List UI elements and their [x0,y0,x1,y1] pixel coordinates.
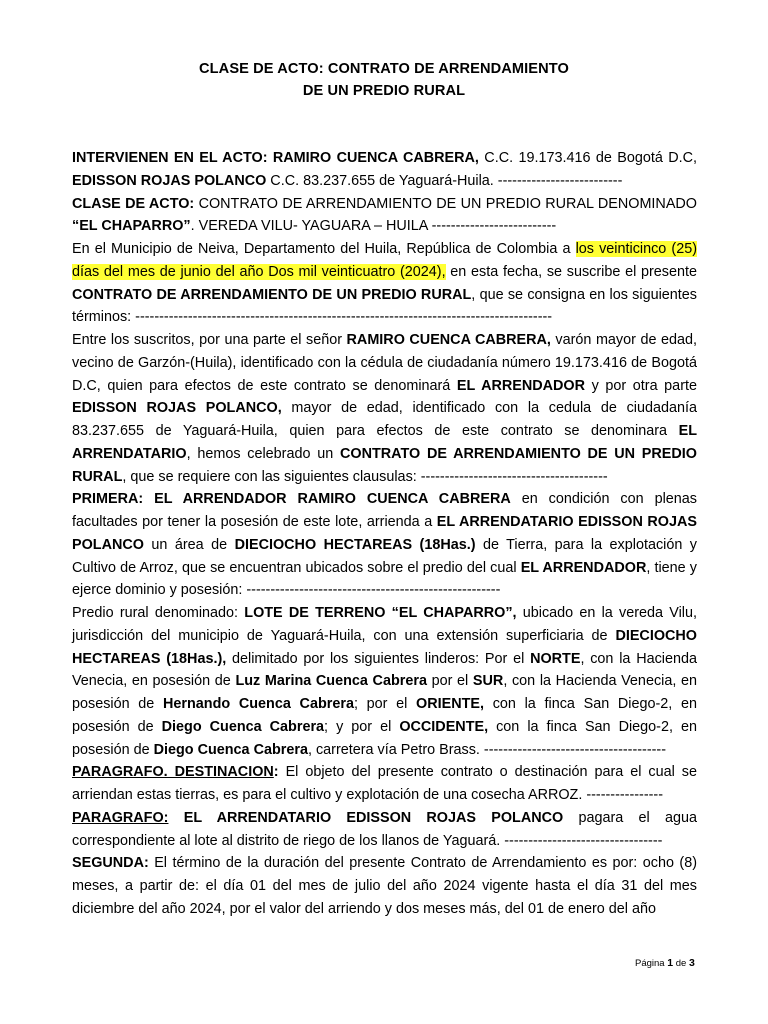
text-run: Predio rural denominado: [72,605,245,621]
paragraph-predio [72,602,697,761]
text-run: C.C. 83.237.655 de Yaguará-Huila. -------------------------- [266,172,623,189]
text-run: ; por el [353,696,417,712]
text-run: LOTE DE TERRENO “EL CHAPARRO”, [244,605,517,621]
paragraph-primera [72,488,697,602]
text-run: Diego Cuenca Cabrera [153,741,308,758]
text-run: PRIMERA: EL ARRENDADOR RAMIRO CUENCA CABRERA [72,491,511,508]
text-run: ; y por el [324,718,400,735]
text-run: , que se consigna en los siguientes términos: --------------------------------------------------------------------------------------- [72,286,697,326]
text-run: ubicado en la vereda Vilu, jurisdicción del municipio de Yaguará-Huila, con una extensión superficiaria de [72,605,698,644]
text-run: , con la Hacienda Venecia, en posesión de [72,673,697,712]
text-run: EL ARRENDADOR [520,559,647,576]
text-run: Diego Cuenca Cabrera [161,718,325,735]
text-run: un área de [143,536,235,553]
text-run: EL ARRENDATARIO EDISSON ROJAS POLANCO [72,514,697,553]
text-run: PARAGRAFO. DESTINACION [72,764,274,781]
text-run: SUR [472,673,504,690]
text-run: , tiene y ejerce dominio y posesión: ----------------------------------------------------- [72,559,697,599]
text-run: EDISSON ROJAS POLANCO, [72,400,282,417]
paragraph-suscritos [72,329,697,488]
text-run: RAMIRO CUENCA CABRERA, [346,332,551,348]
text-run: EDISSON ROJAS POLANCO [72,172,267,189]
text-run: PARAGRAFO: [72,809,169,826]
text-run: de Tierra, para la explotación y Cultivo de Arroz, que se encuentran ubicados sobre el predio del cual [72,536,697,576]
text-run: C.C. 19.173.416 de Bogotá D.C, [478,150,697,166]
text-run: , carretera vía Petro Brass. -------------------------------------- [307,741,667,758]
paragraph-clase-de-acto [72,193,697,239]
paragraph-segunda [72,852,697,920]
text-run: varón mayor de edad, vecino de Garzón-(Huila), identificado con la cédula de ciudadanía número 19.173.416 de Bogotá D.C, quien para efectos de este contrato se denominará [72,332,697,394]
text-run: en esta fecha, se suscribe el presente [445,263,698,280]
total-pages-number: 3 [688,957,695,969]
text-run: DIECIOCHO HECTAREAS (18Has.), [72,627,697,667]
text-run: El objeto del presente contrato o destinación para el cual se arriendan estas tierras, es para el cultivo y explotación de una cosecha ARROZ. ---------------- [72,764,697,803]
page-label: Página [635,958,665,969]
paragraph-paragrafo-agua [72,807,697,853]
text-run: , con la Hacienda Venecia, en posesión de [72,650,697,690]
page-of-label: de [675,958,687,969]
document-body [72,147,697,921]
text-run: en condición con plenas facultades por tener la posesión de este lote, arrienda a [72,491,697,530]
text-run: Luz Marina Cuenca Cabrera [235,673,427,690]
text-run: SEGUNDA: [72,855,149,872]
text-run: DIECIOCHO HECTAREAS (18Has.) [234,536,476,553]
paragraph-intervienen [72,147,697,193]
text-run: INTERVIENEN EN EL ACTO: RAMIRO CUENCA CABRERA, [72,150,479,166]
text-run: y por otra parte [585,377,697,394]
text-run: CONTRATO DE ARRENDAMIENTO DE UN PREDIO RURAL [72,286,472,303]
text-run: EL ARRENDATARIO EDISSON ROJAS POLANCO [168,809,564,826]
text-run: CLASE DE ACTO: [72,195,195,212]
text-run: Hernando Cuenca Cabrera [163,696,354,712]
text-run: pagara el agua correspondiente al lote al distrito de riego de los llanos de Yaguará. --------------------------------- [72,809,697,849]
text-run: “EL CHAPARRO” [72,218,191,235]
paragraph-municipio [72,238,697,329]
text-run: , hemos celebrado un [186,445,340,462]
current-page-number: 1 [667,957,674,969]
text-run: mayor de edad, identificado con la cedula de ciudadanía 83.237.655 de Yaguará-Huila, quien para efectos de este contrato se denominara [72,400,697,439]
text-run: : [273,764,279,781]
text-run: CONTRATO DE ARRENDAMIENTO DE UN PREDIO RURAL DENOMINADO [194,195,698,212]
text-run: EL ARRENDADOR [456,377,586,394]
text-run: , que se requiere con las siguientes clausulas: --------------------------------------- [122,468,608,485]
text-run: . VEREDA VILU- YAGUARA – HUILA -------------------------- [190,218,557,235]
text-run: ORIENTE, [416,696,485,712]
text-run: Entre los suscritos, por una parte el señor [72,332,347,348]
text-run: CONTRATO DE ARRENDAMIENTO DE UN PREDIO RURAL [72,445,697,485]
paragraph-paragrafo-destinacion [72,761,697,807]
text-run: con la finca San Diego-2, en posesión de [72,718,698,758]
text-run: NORTE [530,650,581,667]
document-title-line-1: CLASE DE ACTO: CONTRATO DE ARRENDAMIENTO [199,61,569,77]
text-run: EL ARRENDATARIO [72,423,697,462]
page-number-footer [635,957,695,969]
text-run: delimitado por los siguientes linderos: Por el [226,650,531,667]
text-run: por el [426,673,473,690]
text-run: En el Municipio de Neiva, Departamento del Huila, República de Colombia a [72,241,576,257]
text-run: OCCIDENTE, [399,718,489,735]
text-run: El término de la duración del presente Contrato de Arrendamiento es por: ocho (8) meses, a partir de: el día 01 del mes de julio del año 2024 vigente hasta el día 31 del mes diciembre del año 2024, por el valor del arriendo y dos meses más, del 01 de enero del año [72,855,697,917]
document-title-line-2: DE UN PREDIO RURAL [302,83,466,99]
text-run: con la finca San Diego-2, en posesión de [72,696,698,735]
highlighted-text: los veinticinco (25) días del mes de junio del año Dos mil veinticuatro (2024), [72,241,697,280]
